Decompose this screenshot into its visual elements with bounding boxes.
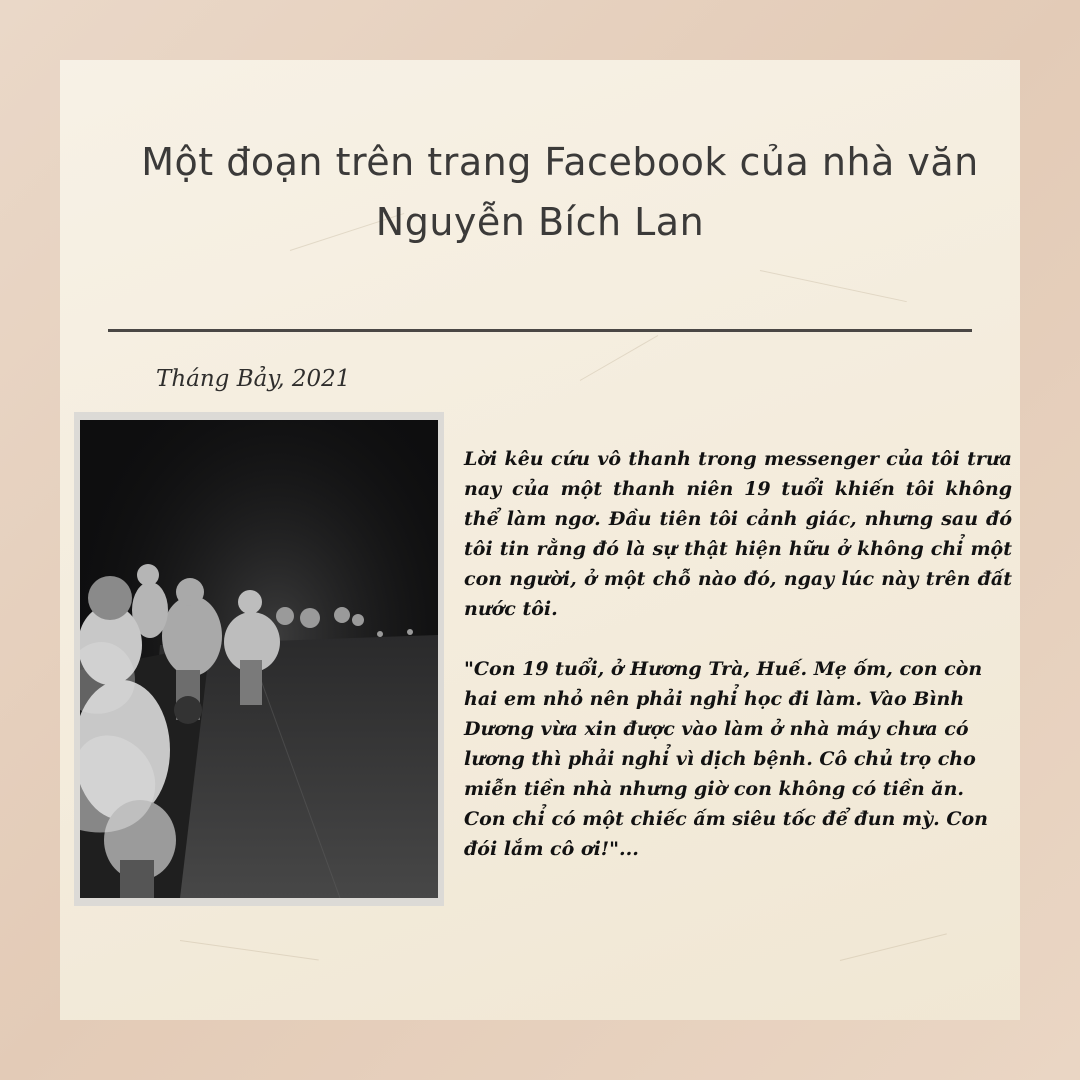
title-line-2: Nguyễn Bích Lan	[375, 200, 705, 244]
title-line-1: Một đoạn trên trang Facebook của nhà văn	[141, 140, 979, 184]
paragraph-2-quote: "Con 19 tuổi, ở Hương Trà, Huế. Mẹ ốm, con còn hai em nhỏ nên phải nghỉ học đi làm. Vào Bình Dương vừa xin được vào làm ở nhà máy chưa có lương thì phải nghỉ vì dịch bệnh. Cô chủ trọ cho miễn tiền nhà nhưng giờ con không có tiền ăn. Con chỉ có một chiếc ấm siêu tốc để đun mỳ. Con đói lắm cô ơi!"...	[464, 658, 988, 860]
post-date: Tháng Bảy, 2021	[156, 366, 351, 392]
photo-frame	[74, 412, 444, 906]
paragraph-1: Lời kêu cứu vô thanh trong messenger của tôi trưa nay của một thanh niên 19 tuổi khiến tôi không thể làm ngơ. Đầu tiên tôi cảnh giác, nhưng sau đó tôi tin rằng đó là sự thật hiện hữu ở không chỉ một con người, ở một chỗ nào đó, ngay lúc này trên đất nước tôi.	[464, 448, 1012, 620]
post-body	[464, 444, 1012, 864]
divider	[108, 329, 972, 332]
night-road-illustration	[80, 420, 438, 898]
motorbike-road-photo	[80, 420, 438, 898]
post-card	[60, 60, 1020, 1020]
page-title	[60, 132, 1020, 252]
